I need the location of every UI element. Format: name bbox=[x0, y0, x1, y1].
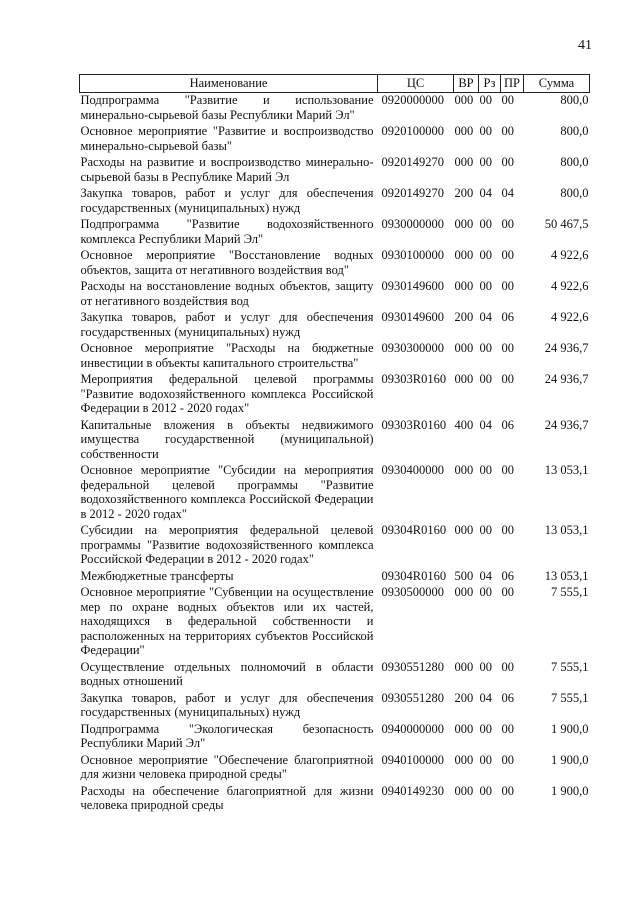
budget-table bbox=[79, 74, 590, 815]
cell-sum: 800,0 bbox=[560, 93, 589, 107]
table-body bbox=[80, 93, 590, 815]
cell-rz: 00 bbox=[479, 659, 492, 674]
cell-cs: 0920149270 bbox=[381, 155, 444, 169]
cell-name: Основное мероприятие "Расходы на бюджетные инвестиции в объекты капитального строительства" bbox=[80, 341, 374, 370]
page-number: 41 bbox=[578, 38, 592, 53]
cell-name: Основное мероприятие "Субвенции на осуществление мер по охране водных объектов или их частей, находящихся в федеральной собственности и расположенных на территориях субъектов Российской Федерации" bbox=[80, 585, 374, 657]
cell-sum: 7 555,1 bbox=[551, 659, 589, 674]
cell-sum: 13 053,1 bbox=[544, 523, 589, 537]
cell-name: Подпрограмма "Экологическая безопасность Республики Марий Эл" bbox=[80, 721, 374, 750]
cell-sum: 13 053,1 bbox=[544, 568, 589, 583]
cell-sum: 1 900,0 bbox=[551, 752, 589, 767]
cell-vr: 000 bbox=[454, 721, 474, 736]
cell-pr: 00 bbox=[501, 783, 514, 798]
cell-rz: 04 bbox=[479, 310, 492, 324]
cell-rz: 04 bbox=[479, 417, 492, 432]
cell-rz: 04 bbox=[479, 690, 492, 705]
table-row bbox=[80, 372, 590, 418]
cell-cs: 0930551280 bbox=[381, 659, 444, 674]
cell-rz: 00 bbox=[479, 783, 492, 798]
cell-name: Подпрограмма "Развитие водохозяйственного комплекса Республики Марий Эл" bbox=[80, 217, 374, 246]
cell-pr: 00 bbox=[501, 93, 514, 107]
cell-cs: 09303R0160 bbox=[381, 417, 447, 432]
cell-name: Подпрограмма "Развитие и использование минерально-сырьевой базы Республики Марий Эл" bbox=[80, 93, 374, 122]
cell-pr: 00 bbox=[501, 372, 514, 386]
cell-name: Осуществление отдельных полномочий в области водных отношений bbox=[80, 659, 374, 688]
cell-vr: 400 bbox=[454, 417, 474, 432]
table-row bbox=[80, 463, 590, 523]
cell-sum: 4 922,6 bbox=[551, 310, 589, 324]
cell-cs: 0930149600 bbox=[381, 310, 444, 324]
header-name: Наименование bbox=[80, 75, 378, 93]
cell-sum: 4 922,6 bbox=[551, 248, 589, 262]
cell-sum: 1 900,0 bbox=[551, 783, 589, 798]
cell-pr: 06 bbox=[501, 690, 514, 705]
header-cs: ЦС bbox=[378, 75, 454, 93]
cell-pr: 00 bbox=[501, 585, 514, 599]
cell-sum: 4 922,6 bbox=[551, 279, 589, 293]
table-header bbox=[80, 75, 590, 93]
cell-name: Расходы на обеспечение благоприятной для жизни человека природной среды bbox=[80, 783, 374, 812]
cell-cs: 0920149270 bbox=[381, 186, 444, 200]
cell-cs: 0920000000 bbox=[381, 93, 444, 107]
cell-sum: 7 555,1 bbox=[551, 585, 589, 599]
table-row bbox=[80, 155, 590, 186]
cell-cs: 09303R0160 bbox=[381, 372, 447, 386]
cell-cs: 0920100000 bbox=[381, 124, 444, 138]
cell-vr: 500 bbox=[454, 568, 474, 583]
cell-rz: 00 bbox=[479, 341, 492, 355]
cell-rz: 00 bbox=[479, 248, 492, 262]
cell-pr: 00 bbox=[501, 279, 514, 293]
table-row bbox=[80, 691, 590, 722]
cell-sum: 800,0 bbox=[560, 186, 589, 200]
table-row bbox=[80, 784, 590, 815]
cell-sum: 50 467,5 bbox=[544, 217, 589, 231]
cell-vr: 000 bbox=[454, 659, 474, 674]
table-row bbox=[80, 523, 590, 569]
cell-name: Основное мероприятие "Субсидии на мероприятия федеральной целевой программы "Развитие водохозяйственного комплекса Российской Федерации в 2012 - 2020 годах" bbox=[80, 463, 374, 521]
header-rz: Рз bbox=[479, 75, 501, 93]
cell-pr: 00 bbox=[501, 659, 514, 674]
cell-vr: 000 bbox=[454, 155, 474, 169]
table-row bbox=[80, 585, 590, 660]
cell-name: Капитальные вложения в объекты недвижимого имущества государственной (муниципальной) собственности bbox=[80, 417, 374, 461]
cell-sum: 1 900,0 bbox=[551, 721, 589, 736]
cell-pr: 00 bbox=[501, 124, 514, 138]
table-row bbox=[80, 418, 590, 464]
cell-rz: 00 bbox=[479, 523, 492, 537]
cell-vr: 200 bbox=[454, 186, 474, 200]
cell-name: Основное мероприятие "Развитие и воспроизводство минерально-сырьевой базы" bbox=[80, 124, 374, 153]
cell-rz: 00 bbox=[479, 372, 492, 386]
cell-pr: 00 bbox=[501, 217, 514, 231]
cell-cs: 0930000000 bbox=[381, 217, 444, 231]
table-row bbox=[80, 660, 590, 691]
cell-cs: 0930149600 bbox=[381, 279, 444, 293]
cell-pr: 06 bbox=[501, 310, 514, 324]
header-pr: ПР bbox=[501, 75, 524, 93]
cell-name: Основное мероприятие "Восстановление водных объектов, защита от негативного воздействия вод" bbox=[80, 248, 374, 277]
cell-name: Расходы на восстановление водных объектов, защиту от негативного воздействия вод bbox=[80, 279, 374, 308]
header-vr: ВР bbox=[454, 75, 479, 93]
cell-cs: 0930500000 bbox=[381, 585, 444, 599]
cell-rz: 00 bbox=[479, 279, 492, 293]
cell-vr: 000 bbox=[454, 93, 474, 107]
cell-vr: 000 bbox=[454, 217, 474, 231]
cell-name: Расходы на развитие и воспроизводство минерально-сырьевой базы в Республике Марий Эл bbox=[80, 155, 374, 184]
cell-sum: 24 936,7 bbox=[544, 417, 589, 432]
cell-pr: 00 bbox=[501, 155, 514, 169]
header-sum: Сумма bbox=[524, 75, 590, 93]
cell-cs: 0930300000 bbox=[381, 341, 444, 355]
cell-name: Межбюджетные трансферты bbox=[80, 568, 234, 583]
cell-pr: 06 bbox=[501, 568, 514, 583]
cell-vr: 000 bbox=[454, 341, 474, 355]
cell-vr: 200 bbox=[454, 690, 474, 705]
table-row bbox=[80, 341, 590, 372]
cell-cs: 0930400000 bbox=[381, 463, 444, 477]
cell-name: Закупка товаров, работ и услуг для обеспечения государственных (муниципальных) нужд bbox=[80, 186, 374, 215]
cell-pr: 06 bbox=[501, 417, 514, 432]
cell-rz: 00 bbox=[479, 93, 492, 107]
table-row bbox=[80, 248, 590, 279]
cell-vr: 000 bbox=[454, 248, 474, 262]
cell-rz: 00 bbox=[479, 463, 492, 477]
cell-vr: 000 bbox=[454, 463, 474, 477]
cell-pr: 00 bbox=[501, 523, 514, 537]
cell-cs: 09304R0160 bbox=[381, 523, 447, 537]
cell-pr: 00 bbox=[501, 752, 514, 767]
cell-name: Субсидии на мероприятия федеральной целевой программы "Развитие водохозяйственного комплекса Российской Федерации в 2012 - 2020 годах" bbox=[80, 523, 374, 566]
cell-pr: 00 bbox=[501, 248, 514, 262]
cell-rz: 04 bbox=[479, 186, 492, 200]
cell-pr: 04 bbox=[501, 186, 514, 200]
table-row bbox=[80, 753, 590, 784]
table-row bbox=[80, 186, 590, 217]
cell-rz: 04 bbox=[479, 568, 492, 583]
cell-cs: 0930100000 bbox=[381, 248, 444, 262]
cell-name: Основное мероприятие "Обеспечение благоприятной для жизни человека природной среды" bbox=[80, 752, 374, 781]
cell-cs: 0940000000 bbox=[381, 721, 444, 736]
table-row bbox=[80, 217, 590, 248]
table-row bbox=[80, 722, 590, 753]
cell-sum: 7 555,1 bbox=[551, 690, 589, 705]
cell-vr: 000 bbox=[454, 585, 474, 599]
cell-pr: 00 bbox=[501, 721, 514, 736]
cell-vr: 000 bbox=[454, 752, 474, 767]
cell-cs: 0940100000 bbox=[381, 752, 444, 767]
cell-vr: 000 bbox=[454, 279, 474, 293]
cell-cs: 0940149230 bbox=[381, 783, 444, 798]
cell-cs: 0930551280 bbox=[381, 690, 444, 705]
table-row bbox=[80, 310, 590, 341]
cell-name: Закупка товаров, работ и услуг для обеспечения государственных (муниципальных) нужд bbox=[80, 310, 374, 339]
cell-vr: 000 bbox=[454, 523, 474, 537]
cell-sum: 800,0 bbox=[560, 155, 589, 169]
cell-rz: 00 bbox=[479, 585, 492, 599]
cell-rz: 00 bbox=[479, 155, 492, 169]
cell-pr: 00 bbox=[501, 463, 514, 477]
cell-name: Мероприятия федеральной целевой программы "Развитие водохозяйственного комплекса Российской Федерации в 2012 - 2020 годах" bbox=[80, 372, 374, 415]
cell-cs: 09304R0160 bbox=[381, 568, 447, 583]
cell-rz: 00 bbox=[479, 721, 492, 736]
cell-vr: 200 bbox=[454, 310, 474, 324]
cell-rz: 00 bbox=[479, 124, 492, 138]
cell-vr: 000 bbox=[454, 783, 474, 798]
table-row bbox=[80, 93, 590, 125]
cell-sum: 13 053,1 bbox=[544, 463, 589, 477]
table-row bbox=[80, 124, 590, 155]
cell-sum: 24 936,7 bbox=[544, 372, 589, 386]
cell-rz: 00 bbox=[479, 217, 492, 231]
cell-pr: 00 bbox=[501, 341, 514, 355]
cell-sum: 24 936,7 bbox=[544, 341, 589, 355]
table-row bbox=[80, 279, 590, 310]
cell-vr: 000 bbox=[454, 124, 474, 138]
cell-sum: 800,0 bbox=[560, 124, 589, 138]
cell-rz: 00 bbox=[479, 752, 492, 767]
table-row bbox=[80, 569, 590, 586]
cell-vr: 000 bbox=[454, 372, 474, 386]
cell-name: Закупка товаров, работ и услуг для обеспечения государственных (муниципальных) нужд bbox=[80, 690, 374, 719]
